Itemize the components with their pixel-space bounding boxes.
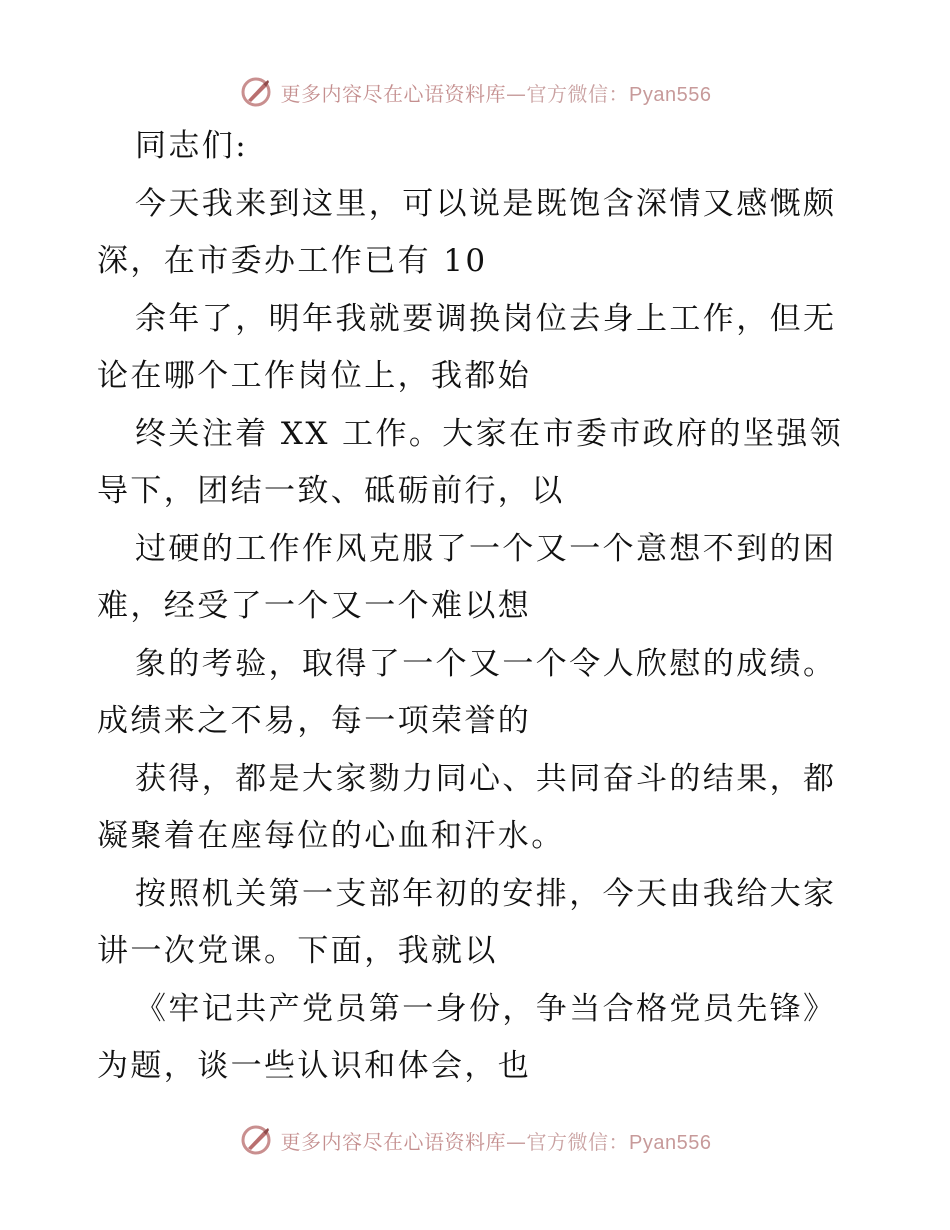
text-line: 终关注着 XX 工作。大家在市委市政府的坚强领 [135,415,844,452]
text-line: 象的考验，取得了一个又一个令人欣慰的成绩。 [135,645,837,682]
text-line: 获得，都是大家勠力同心、共同奋斗的结果，都 [135,760,837,797]
text-line: 为题，谈一些认识和体会，也 [97,1048,532,1084]
text-line: 凝聚着在座每位的心血和汗水。 [97,818,565,854]
text-line: 深，在市委办工作已有 10 [97,243,488,279]
footer-watermark [0,1120,950,1160]
text-line: 讲一次党课。下面，我就以 [97,933,498,969]
text-line: 成绩来之不易，每一项荣誉的 [97,703,532,739]
text-line: 按照机关第一支部年初的安排，今天由我给大家 [135,875,837,912]
watermark-handle: Pyan556 [629,83,712,106]
quill-pen-logo-icon [239,75,273,109]
quill-pen-logo-icon [239,1123,273,1157]
watermark-dash: — [506,1129,527,1154]
text-line: 导下，团结一致、砥砺前行，以 [97,473,565,509]
document-body [97,118,857,1096]
watermark-official: 官方微信： [526,1129,630,1154]
text-line: 同志们: [135,128,249,164]
text-line: 今天我来到这里，可以说是既饱含深情又感慨颇 [135,185,837,222]
text-line: 论在哪个工作岗位上，我都始 [97,358,532,394]
watermark-dash: — [506,81,527,106]
watermark-brand: 更多内容尽在心语资料库 [280,81,507,106]
watermark-brand: 更多内容尽在心语资料库 [280,1129,507,1154]
text-line: 余年了，明年我就要调换岗位去身上工作，但无 [135,300,837,337]
watermark-text [281,1126,712,1155]
text-line: 过硬的工作作风克服了一个又一个意想不到的困 [135,530,837,567]
text-line: 《牢记共产党员第一身份，争当合格党员先锋》 [135,990,837,1027]
text-line: 难，经受了一个又一个难以想 [97,588,532,624]
watermark-official: 官方微信： [526,81,630,106]
header-watermark [0,72,950,112]
watermark-text [281,78,712,107]
watermark-handle: Pyan556 [629,1131,712,1154]
